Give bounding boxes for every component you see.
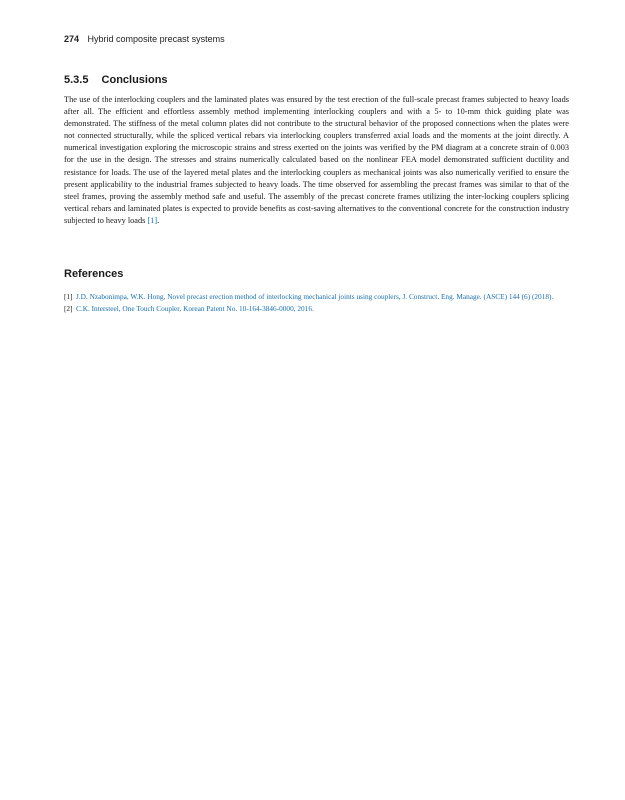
reference-link[interactable]: C.K. Intersteel, One Touch Coupler, Korean Patent No. 10-164-3846-0000, 2016. bbox=[76, 304, 314, 313]
section-title: Conclusions bbox=[101, 74, 168, 86]
page-number: 274 bbox=[64, 34, 80, 44]
paragraph-end: . bbox=[157, 215, 160, 225]
references-heading: References bbox=[64, 268, 124, 280]
reference-link[interactable]: J.D. Nzabonimpa, W.K. Hong, Novel precast erection method of interlocking mechanical joints using couplers, J. Construct. Eng. Manage. (ASCE) 144 (6) (2018). bbox=[76, 292, 554, 301]
reference-number: [1] bbox=[64, 292, 73, 301]
reference-item bbox=[64, 291, 569, 302]
book-title: Hybrid composite precast systems bbox=[87, 34, 225, 44]
running-head bbox=[64, 34, 225, 44]
conclusions-text: The use of the interlocking couplers and the laminated plates was ensured by the test erection of the full-scale precast frames subjected to heavy loads after all. The efficient and effortless assembly method implementing interlocking couplers and with a 5- to 10-mm thick guiding plate was demonstrated. The stiffness of the metal column plates did not contribute to the structural behavior of the proposed connections when the plates were not connected structurally, while the spliced vertical rebars via interlocking couplers transferred axial loads and the moments at the joint directly. A numerical investigation exploring the microscopic strains and stress exerted on the joints was verified by the PM diagram at a concrete strain of 0.003 for the use in the design. The stresses and strains numerically calculated based on the nonlinear FEA model demonstrated sufficient ductility and resistance for loads. The use of the layered metal plates and the interlocking couplers as mechanical joints was also numerically verified to ensure the present applicability to the industrial frames subjected to heavy loads. The time observed for assembling the precast frames was similar to that of the steel frames, proving the assembly method safe and useful. The assembly of the precast concrete frames utilizing the inter-locking couplers splicing vertical rebars and laminated plates is expected to provide benefits as cost-saving alternatives to the conventional concrete for the construction industry subjected to heavy loads bbox=[64, 95, 569, 225]
citation-link[interactable]: [1] bbox=[147, 215, 158, 225]
reference-item bbox=[64, 303, 569, 314]
section-heading bbox=[64, 74, 168, 86]
reference-number: [2] bbox=[64, 304, 73, 313]
section-number: 5.3.5 bbox=[64, 74, 89, 86]
references-list bbox=[64, 291, 569, 315]
conclusions-paragraph bbox=[64, 94, 569, 227]
